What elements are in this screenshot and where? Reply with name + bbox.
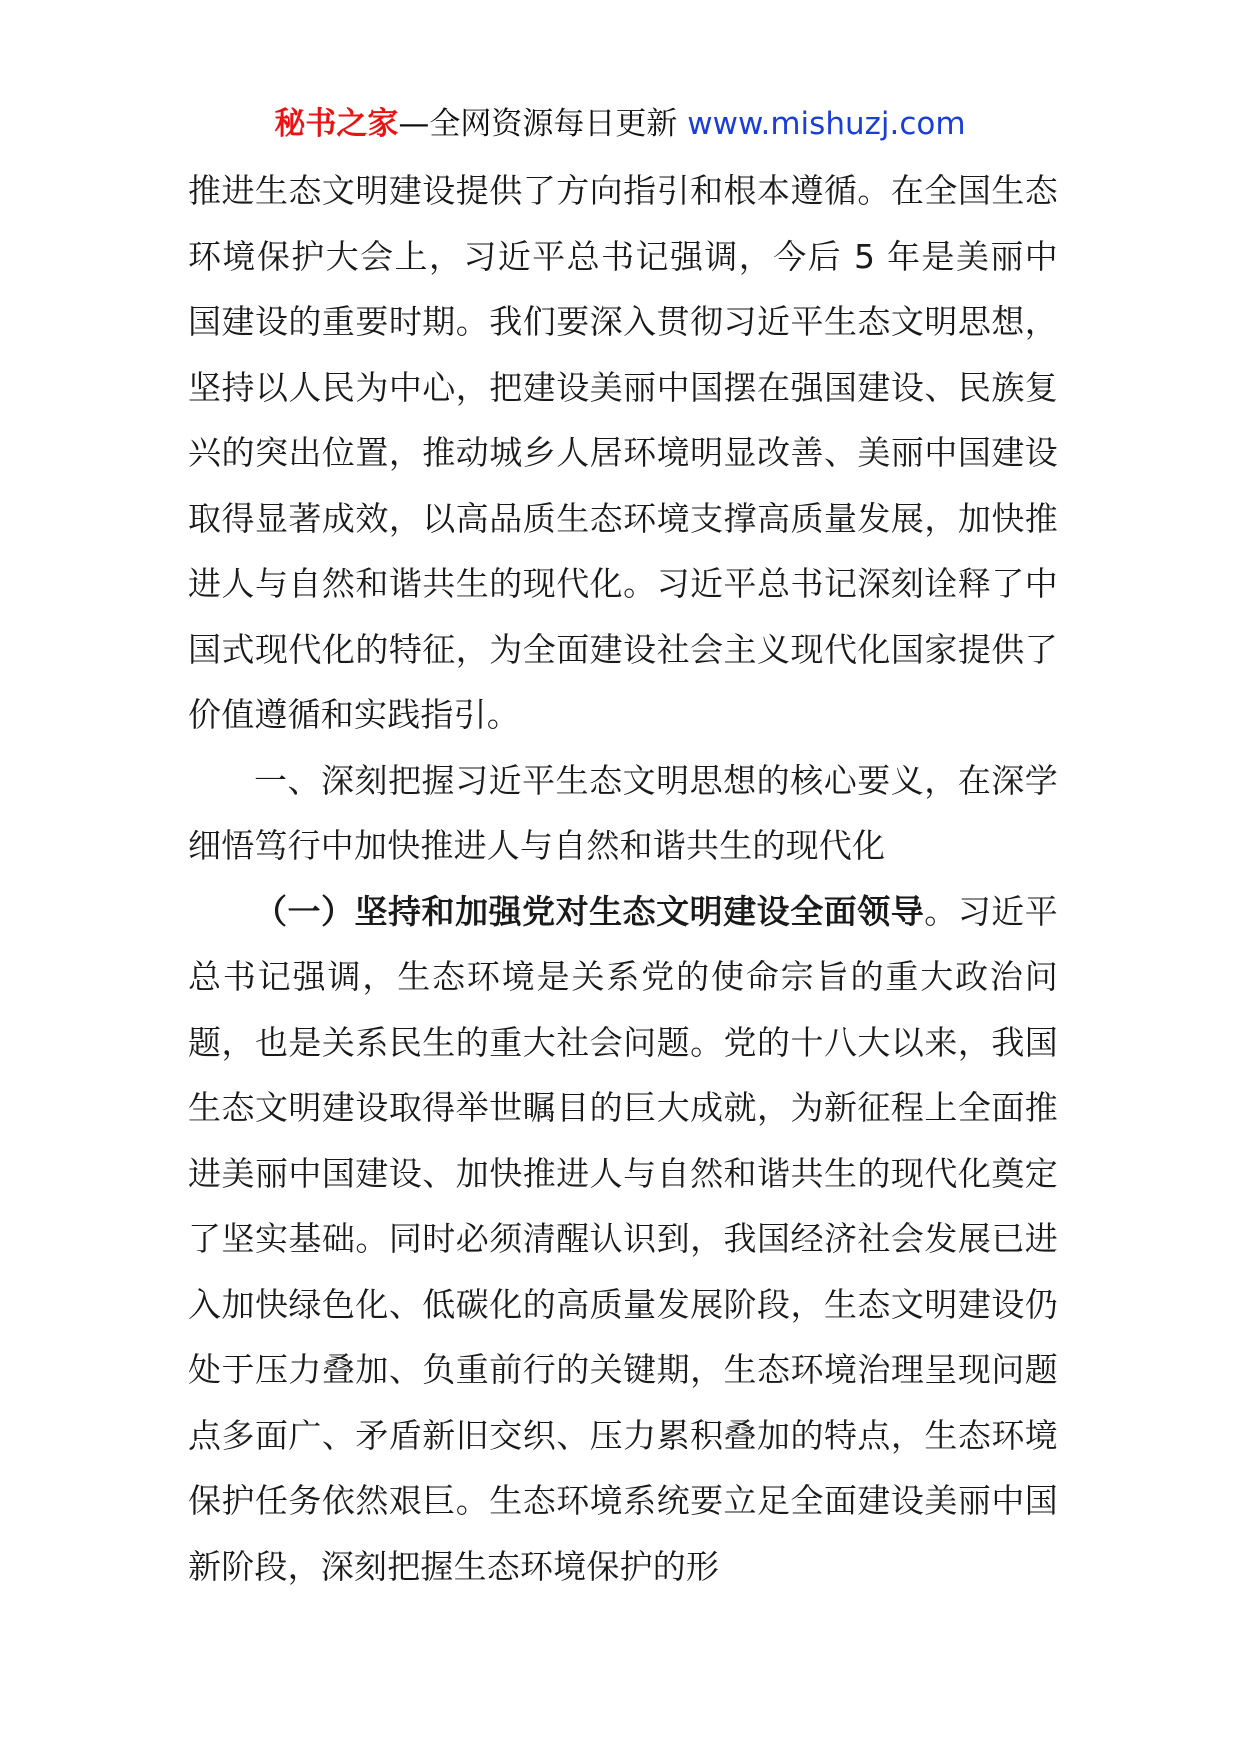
paragraph-text: 推进生态文明建设提供了方向指引和根本遵循。在全国生态环境保护大会上，习近平总书记强调，今后 5 年是美丽中国建设的重要时期。我们要深入贯彻习近平生态文明思想，坚持以人民为中心，把建设美丽中国摆在强国建设、民族复兴的突出位置，推动城乡人居环境明显改善、美丽中国建设取得显著成效，以高品质生态环境支撑高质量发展，加快推进人与自然和谐共生的现代化。习近平总书记深刻诠释了中国式现代化的特征，为全面建设社会主义现代化国家提供了价值遵循和实践指引。 xyxy=(188,171,1058,734)
document-body xyxy=(188,158,1058,1599)
website-link[interactable]: www.mishuzj.com xyxy=(687,106,966,142)
section-heading-text: 一、深刻把握习近平生态文明思想的核心要义，在深学细悟笃行中加快推进人与自然和谐共生的现代化 xyxy=(188,760,1058,865)
paragraph-intro xyxy=(188,158,1058,748)
subsection-title: （一）坚持和加强党对生态文明建设全面领导 xyxy=(254,891,925,931)
header-tagline: —全网资源每日更新 xyxy=(398,106,688,142)
brand-name: 秘书之家 xyxy=(274,106,399,142)
paragraph-text: 。习近平总书记强调，生态环境是关系党的使命宗旨的重大政治问题，也是关系民生的重大社会问题。党的十八大以来，我国生态文明建设取得举世瞩目的巨大成就，为新征程上全面推进美丽中国建设、加快推进人与自然和谐共生的现代化奠定了坚实基础。同时必须清醒认识到，我国经济社会发展已进入加快绿色化、低碳化的高质量发展阶段，生态文明建设仍处于压力叠加、负重前行的关键期，生态环境治理呈现问题点多面广、矛盾新旧交织、压力累积叠加的特点，生态环境保护任务依然艰巨。生态环境系统要立足全面建设美丽中国新阶段，深刻把握生态环境保护的形 xyxy=(188,891,1058,1586)
paragraph-subsection-1 xyxy=(188,879,1058,1600)
section-heading xyxy=(188,748,1058,879)
page-header xyxy=(0,100,1240,148)
